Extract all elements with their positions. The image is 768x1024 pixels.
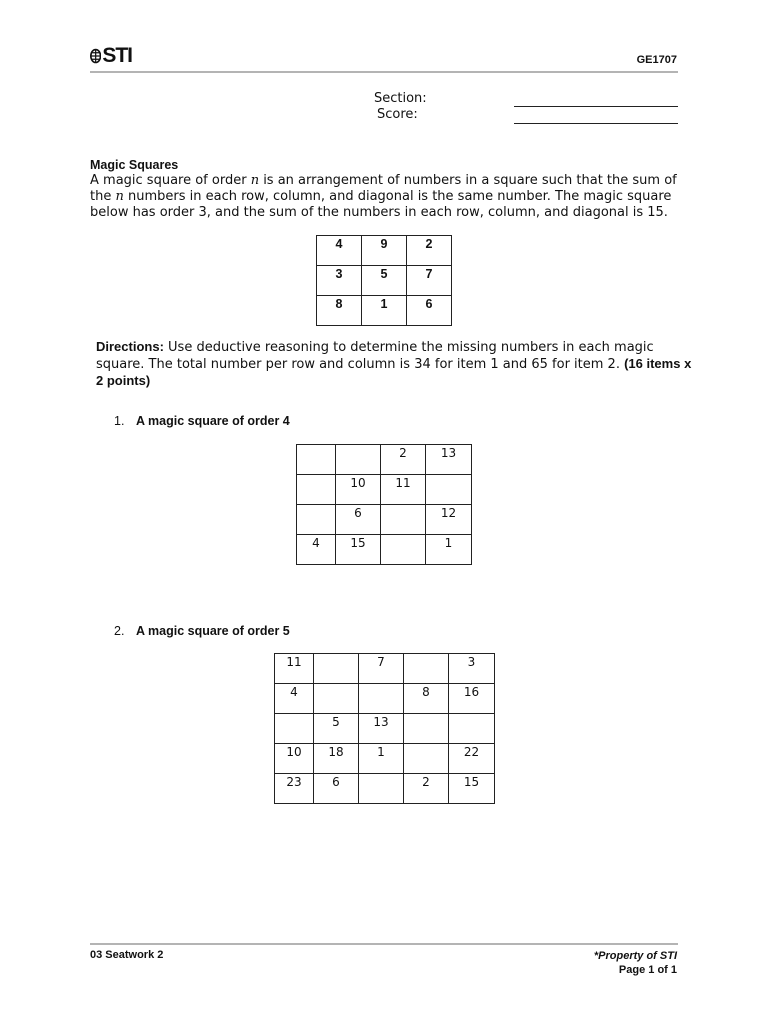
sample-square-row bbox=[317, 296, 452, 326]
order-5-square-blank-cell[interactable] bbox=[359, 684, 404, 714]
item-1-heading: 1. A magic square of order 4 bbox=[114, 414, 290, 428]
sample-square-cell: 8 bbox=[317, 296, 362, 326]
sample-square-cell: 9 bbox=[362, 236, 407, 266]
intro-paragraph: A magic square of order n is an arrangement of numbers in a square such that the sum of the n numbers in each row, column, and diagonal is the same number. The magic square below has order 3, and the sum of the numbers in each row, column, and diagonal is 15. bbox=[90, 173, 677, 220]
order-5-square-row bbox=[275, 774, 495, 804]
order-4-square-blank-cell[interactable] bbox=[297, 475, 336, 505]
score-field[interactable] bbox=[514, 123, 678, 124]
order-5-square-cell: 1 bbox=[359, 744, 404, 774]
order-5-square-cell: 23 bbox=[275, 774, 314, 804]
order-4-square-cell: 10 bbox=[336, 475, 381, 505]
order-5-square-row bbox=[275, 684, 495, 714]
logo-text: STI bbox=[102, 44, 132, 67]
sample-square-cell: 4 bbox=[317, 236, 362, 266]
order-5-square-cell: 3 bbox=[449, 654, 495, 684]
section-field[interactable] bbox=[514, 106, 678, 107]
order-5-square-blank-cell[interactable] bbox=[275, 714, 314, 744]
order-5-square-blank-cell[interactable] bbox=[404, 654, 449, 684]
sample-square-cell: 7 bbox=[407, 266, 452, 296]
order-4-square-row bbox=[297, 475, 472, 505]
order-4-square-row bbox=[297, 535, 472, 565]
magic-square-order-5 bbox=[274, 653, 495, 804]
order-5-square-blank-cell[interactable] bbox=[359, 774, 404, 804]
order-5-square-cell: 15 bbox=[449, 774, 495, 804]
section-label: Section: bbox=[374, 91, 427, 106]
footer-title: 03 Seatwork 2 bbox=[90, 949, 164, 961]
order-5-square-cell: 10 bbox=[275, 744, 314, 774]
page-number: Page 1 of 1 bbox=[618, 964, 677, 976]
order-5-square-blank-cell[interactable] bbox=[404, 714, 449, 744]
order-5-square-cell: 4 bbox=[275, 684, 314, 714]
order-4-square-blank-cell[interactable] bbox=[297, 505, 336, 535]
order-4-square-row bbox=[297, 505, 472, 535]
order-5-square-cell: 2 bbox=[404, 774, 449, 804]
order-4-square-blank-cell[interactable] bbox=[336, 445, 381, 475]
sample-magic-square bbox=[316, 235, 452, 326]
order-4-square-blank-cell[interactable] bbox=[381, 505, 426, 535]
order-5-square-cell: 13 bbox=[359, 714, 404, 744]
order-5-square-cell: 7 bbox=[359, 654, 404, 684]
section-heading: Magic Squares bbox=[90, 158, 179, 172]
order-5-square-cell: 16 bbox=[449, 684, 495, 714]
order-4-square-cell: 1 bbox=[426, 535, 472, 565]
sample-square-row bbox=[317, 266, 452, 296]
points-note: (16 items x 2 points) bbox=[96, 356, 692, 388]
order-5-square-cell: 22 bbox=[449, 744, 495, 774]
sample-square-cell: 6 bbox=[407, 296, 452, 326]
order-4-square-cell: 12 bbox=[426, 505, 472, 535]
directions-label: Directions: bbox=[96, 339, 164, 354]
property-note: *Property of STI bbox=[593, 950, 677, 962]
order-4-square-row bbox=[297, 445, 472, 475]
header-rule bbox=[90, 71, 678, 73]
order-4-square-cell: 11 bbox=[381, 475, 426, 505]
order-4-square-cell: 6 bbox=[336, 505, 381, 535]
order-4-square-cell: 15 bbox=[336, 535, 381, 565]
order-5-square-blank-cell[interactable] bbox=[404, 744, 449, 774]
order-4-square-cell: 13 bbox=[426, 445, 472, 475]
order-5-square-cell: 5 bbox=[314, 714, 359, 744]
score-label: Score: bbox=[377, 107, 418, 122]
order-5-square-cell: 11 bbox=[275, 654, 314, 684]
sample-square-cell: 3 bbox=[317, 266, 362, 296]
document-code: GE1707 bbox=[636, 54, 677, 66]
order-4-square-cell: 2 bbox=[381, 445, 426, 475]
sample-square-cell: 5 bbox=[362, 266, 407, 296]
order-4-square-blank-cell[interactable] bbox=[297, 445, 336, 475]
order-5-square-blank-cell[interactable] bbox=[314, 684, 359, 714]
globe-icon bbox=[90, 47, 101, 65]
footer-rule bbox=[90, 943, 678, 945]
order-5-square-row bbox=[275, 654, 495, 684]
order-4-square-cell: 4 bbox=[297, 535, 336, 565]
order-5-square-cell: 18 bbox=[314, 744, 359, 774]
order-4-square-blank-cell[interactable] bbox=[426, 475, 472, 505]
variable-n: n bbox=[115, 189, 124, 204]
sample-square-row bbox=[317, 236, 452, 266]
order-5-square-blank-cell[interactable] bbox=[449, 714, 495, 744]
order-5-square-row bbox=[275, 744, 495, 774]
variable-n: n bbox=[250, 173, 260, 188]
sample-square-cell: 2 bbox=[407, 236, 452, 266]
order-5-square-blank-cell[interactable] bbox=[314, 654, 359, 684]
order-4-square-blank-cell[interactable] bbox=[381, 535, 426, 565]
item-2-heading: 2. A magic square of order 5 bbox=[114, 624, 290, 638]
order-5-square-cell: 6 bbox=[314, 774, 359, 804]
sample-square-cell: 1 bbox=[362, 296, 407, 326]
order-5-square-cell: 8 bbox=[404, 684, 449, 714]
sti-logo bbox=[90, 44, 132, 68]
footer-meta bbox=[594, 949, 677, 977]
order-5-square-row bbox=[275, 714, 495, 744]
directions-paragraph: Directions: Use deductive reasoning to determine the missing numbers in each magic square. The total number per row and column is 34 for item 1 and 65 for item 2. (16 items x 2 points) bbox=[96, 339, 692, 388]
magic-square-order-4 bbox=[296, 444, 472, 565]
